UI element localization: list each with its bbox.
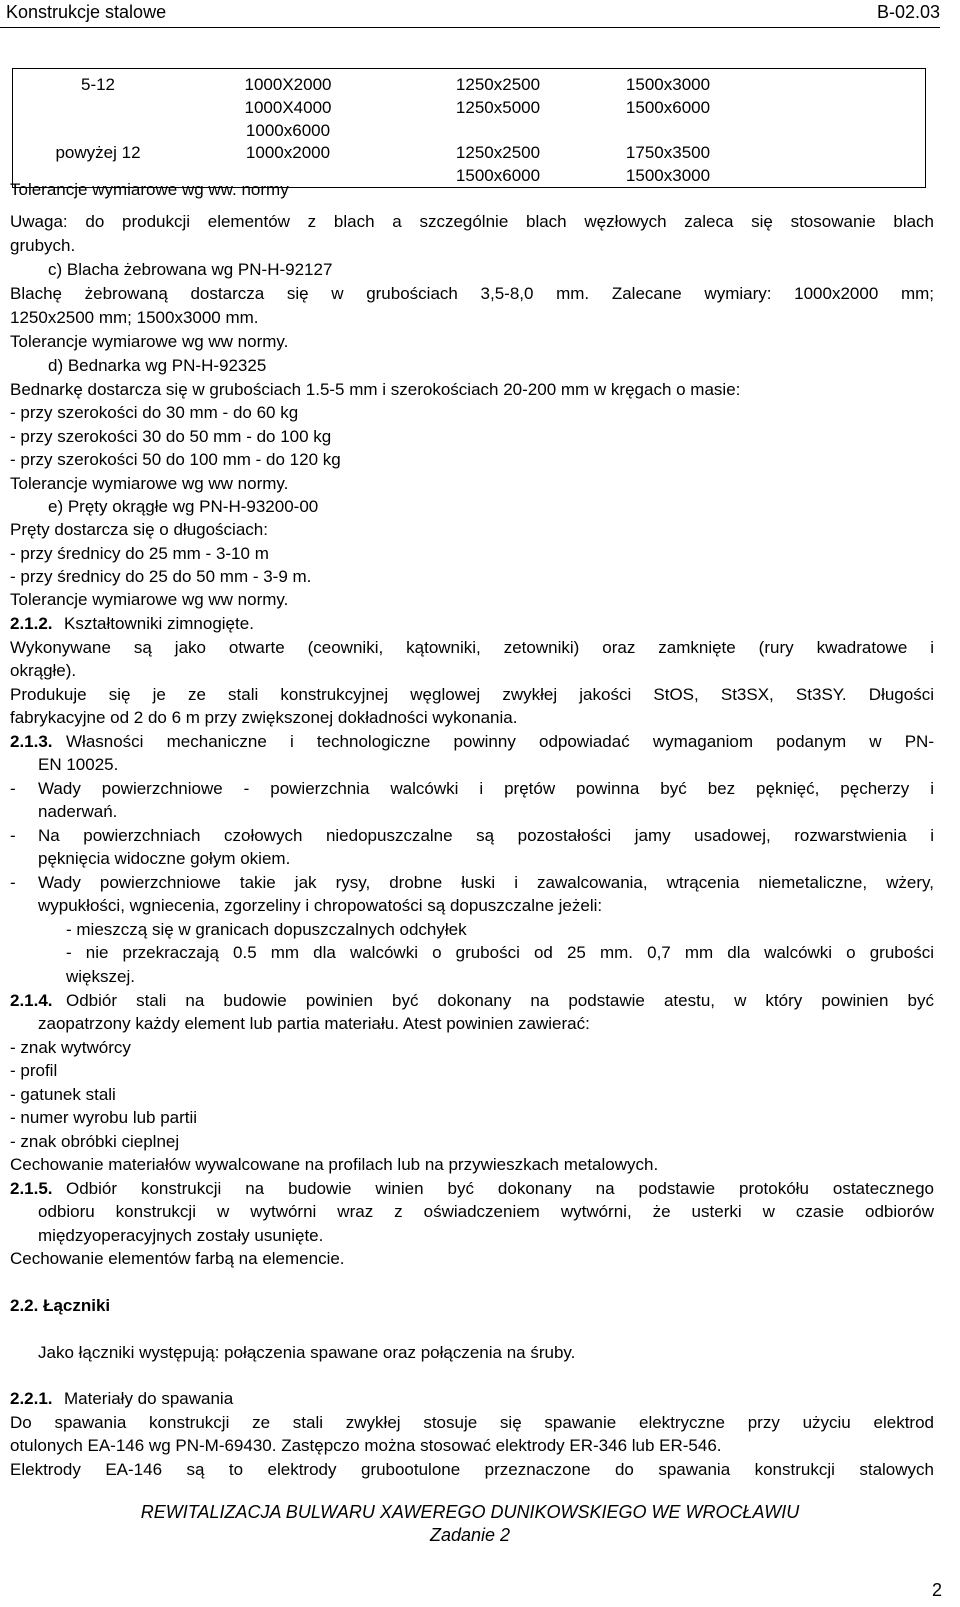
- text-line: Tolerancje wymiarowe wg ww normy.: [10, 590, 289, 609]
- text-line: otulonych EA-146 wg PN-M-69430. Zastępczo można stosować elektrody ER-346 lub ER-546.: [10, 1436, 722, 1455]
- bullet: -: [10, 779, 16, 798]
- table-cell: 1000x2000: [245, 143, 331, 162]
- text-line: 1250x2500 mm; 1500x3000 mm.: [10, 308, 259, 327]
- table-cell: 1000X2000: [244, 75, 332, 94]
- section-heading: Materiały do spawania: [64, 1389, 234, 1408]
- table-cell: 1250x2500: [455, 75, 541, 94]
- text-line: grubych.: [10, 236, 76, 255]
- text-line: Tolerancje wymiarowe wg ww. normy: [10, 180, 289, 199]
- text-line: Tolerancje wymiarowe wg ww normy.: [10, 332, 289, 351]
- section-heading: 2.2. Łączniki: [10, 1296, 111, 1315]
- list-item: - przy szerokości 30 do 50 mm - do 100 kg: [10, 427, 332, 446]
- section-number: 2.1.4.: [10, 991, 53, 1010]
- text-line: odbioru konstrukcji w wytwórni wraz z oświadczeniem wytwórni, że usterki w czasie odbiorów: [38, 1202, 934, 1221]
- text-line: Wykonywane są jako otwarte (ceowniki, kątowniki, zetowniki) oraz zamknięte (rury kwadratowe i: [10, 638, 934, 657]
- page-header: [0, 0, 940, 28]
- sheet-size-table: [12, 68, 926, 188]
- header-code: B-02.03: [876, 2, 940, 22]
- table-cell: 1000x6000: [245, 121, 331, 140]
- text-line: zaopatrzony każdy element lub partia materiału. Atest powinien zawierać:: [38, 1014, 590, 1033]
- table-cell: 1500x3000: [625, 75, 711, 94]
- list-item: Na powierzchniach czołowych niedopuszczalne są pozostałości jamy usadowej, rozwarstwienia i: [38, 826, 934, 845]
- list-item: - przy średnicy do 25 do 50 mm - 3-9 m.: [10, 567, 312, 586]
- text-line: wypukłości, wgniecenia, zgorzeliny i chropowatości są dopuszczalne jeżeli:: [38, 896, 603, 915]
- header-title: Konstrukcje stalowe: [6, 2, 167, 22]
- text-line: fabrykacyjne od 2 do 6 m przy zwiększonej dokładności wykonania.: [10, 708, 518, 727]
- section-heading: c) Blacha żebrowana wg PN-H-92127: [48, 260, 333, 279]
- table-cell: 1000X4000: [244, 98, 332, 117]
- text-line: naderwań.: [38, 802, 118, 821]
- page-number: 2: [931, 1580, 942, 1600]
- text-line: Produkuje się je ze stali konstrukcyjnej węglowej zwykłej jakości StOS, St3SX, St3SY. Długości: [10, 685, 934, 704]
- text-line: większej.: [66, 967, 135, 986]
- list-item: Wady powierzchniowe - powierzchnia walcówki i prętów powinna być bez pęknięć, pęcherzy i: [38, 779, 934, 798]
- bullet: -: [10, 826, 16, 845]
- text-line: Jako łączniki występują: połączenia spawane oraz połączenia na śruby.: [38, 1343, 576, 1362]
- list-item: - przy szerokości 50 do 100 mm - do 120 kg: [10, 450, 341, 469]
- list-item: - nie przekraczają 0.5 mm dla walcówki o grubości od 25 mm. 0,7 mm dla walcówki o grubości: [66, 943, 934, 962]
- text-line: Do spawania konstrukcji ze stali zwykłej stosuje się spawanie elektryczne przy użyciu elektrod: [10, 1413, 934, 1432]
- table-cell: 1250x5000: [455, 98, 541, 117]
- text-line: Pręty dostarcza się o długościach:: [10, 520, 268, 539]
- table-row-label: powyżej 12: [55, 143, 141, 162]
- text-line: międzyoperacyjnych zostały usunięte.: [38, 1226, 324, 1245]
- list-item: - numer wyrobu lub partii: [10, 1108, 198, 1127]
- table-cell: 1750x3500: [625, 143, 711, 162]
- list-item: - mieszczą się w granicach dopuszczalnych odchyłek: [66, 920, 467, 939]
- section-number: 2.2.1.: [10, 1389, 53, 1408]
- table-row-label: 5-12: [80, 75, 116, 94]
- text-line: okrągłe).: [10, 661, 77, 680]
- table-cell: 1500x6000: [625, 98, 711, 117]
- text-line: Własności mechaniczne i technologiczne powinny odpowiadać wymaganiom podanym w PN-: [66, 732, 934, 751]
- list-item: - gatunek stali: [10, 1085, 116, 1104]
- text-line: Bednarkę dostarcza się w grubościach 1.5-5 mm i szerokościach 20-200 mm w kręgach o masie:: [10, 380, 741, 399]
- list-item: - profil: [10, 1061, 58, 1080]
- table-cell: 1500x3000: [625, 166, 711, 185]
- list-item: - znak obróbki cieplnej: [10, 1132, 180, 1151]
- text-line: Odbiór stali na budowie powinien być dokonany na podstawie atestu, w który powinien być: [66, 991, 934, 1010]
- text-line: Odbiór konstrukcji na budowie winien być dokonany na podstawie protokółu ostatecznego: [66, 1179, 934, 1198]
- section-number: 2.1.2.: [10, 614, 53, 633]
- footer-task: Zadanie 2: [429, 1525, 511, 1545]
- text-line: Elektrody EA-146 są to elektrody grubootulone przeznaczone do spawania konstrukcji stalowych: [10, 1460, 934, 1479]
- section-number: 2.1.5.: [10, 1179, 53, 1198]
- text-line: Cechowanie materiałów wywalcowane na profilach lub na przywieszkach metalowych.: [10, 1155, 659, 1174]
- list-item: - znak wytwórcy: [10, 1038, 131, 1057]
- text-line: EN 10025.: [38, 755, 119, 774]
- text-line: Uwaga: do produkcji elementów z blach a szczególnie blach węzłowych zaleca się stosowanie blach: [10, 212, 934, 231]
- section-number: 2.1.3.: [10, 732, 53, 751]
- text-line: Blachę żebrowaną dostarcza się w grubościach 3,5-8,0 mm. Zalecane wymiary: 1000x2000 mm;: [10, 284, 934, 303]
- table-cell: 1250x2500: [455, 143, 541, 162]
- list-item: Wady powierzchniowe takie jak rysy, drobne łuski i zawalcowania, wtrącenia niemetaliczne, wżery,: [38, 873, 934, 892]
- list-item: - przy szerokości do 30 mm - do 60 kg: [10, 403, 299, 422]
- table-cell: 1500x6000: [455, 166, 541, 185]
- text-line: Tolerancje wymiarowe wg ww normy.: [10, 474, 289, 493]
- footer-project: REWITALIZACJA BULWARU XAWEREGO DUNIKOWSKIEGO WE WROCŁAWIU: [140, 1502, 800, 1522]
- text-line: pęknięcia widoczne gołym okiem.: [38, 849, 291, 868]
- text-line: Cechowanie elementów farbą na elemencie.: [10, 1249, 345, 1268]
- bullet: -: [10, 873, 16, 892]
- section-heading: e) Pręty okrągłe wg PN-H-93200-00: [48, 497, 319, 516]
- section-heading: d) Bednarka wg PN-H-92325: [48, 356, 267, 375]
- list-item: - przy średnicy do 25 mm - 3-10 m: [10, 544, 269, 563]
- section-heading: Kształtowniki zimnogięte.: [64, 614, 254, 633]
